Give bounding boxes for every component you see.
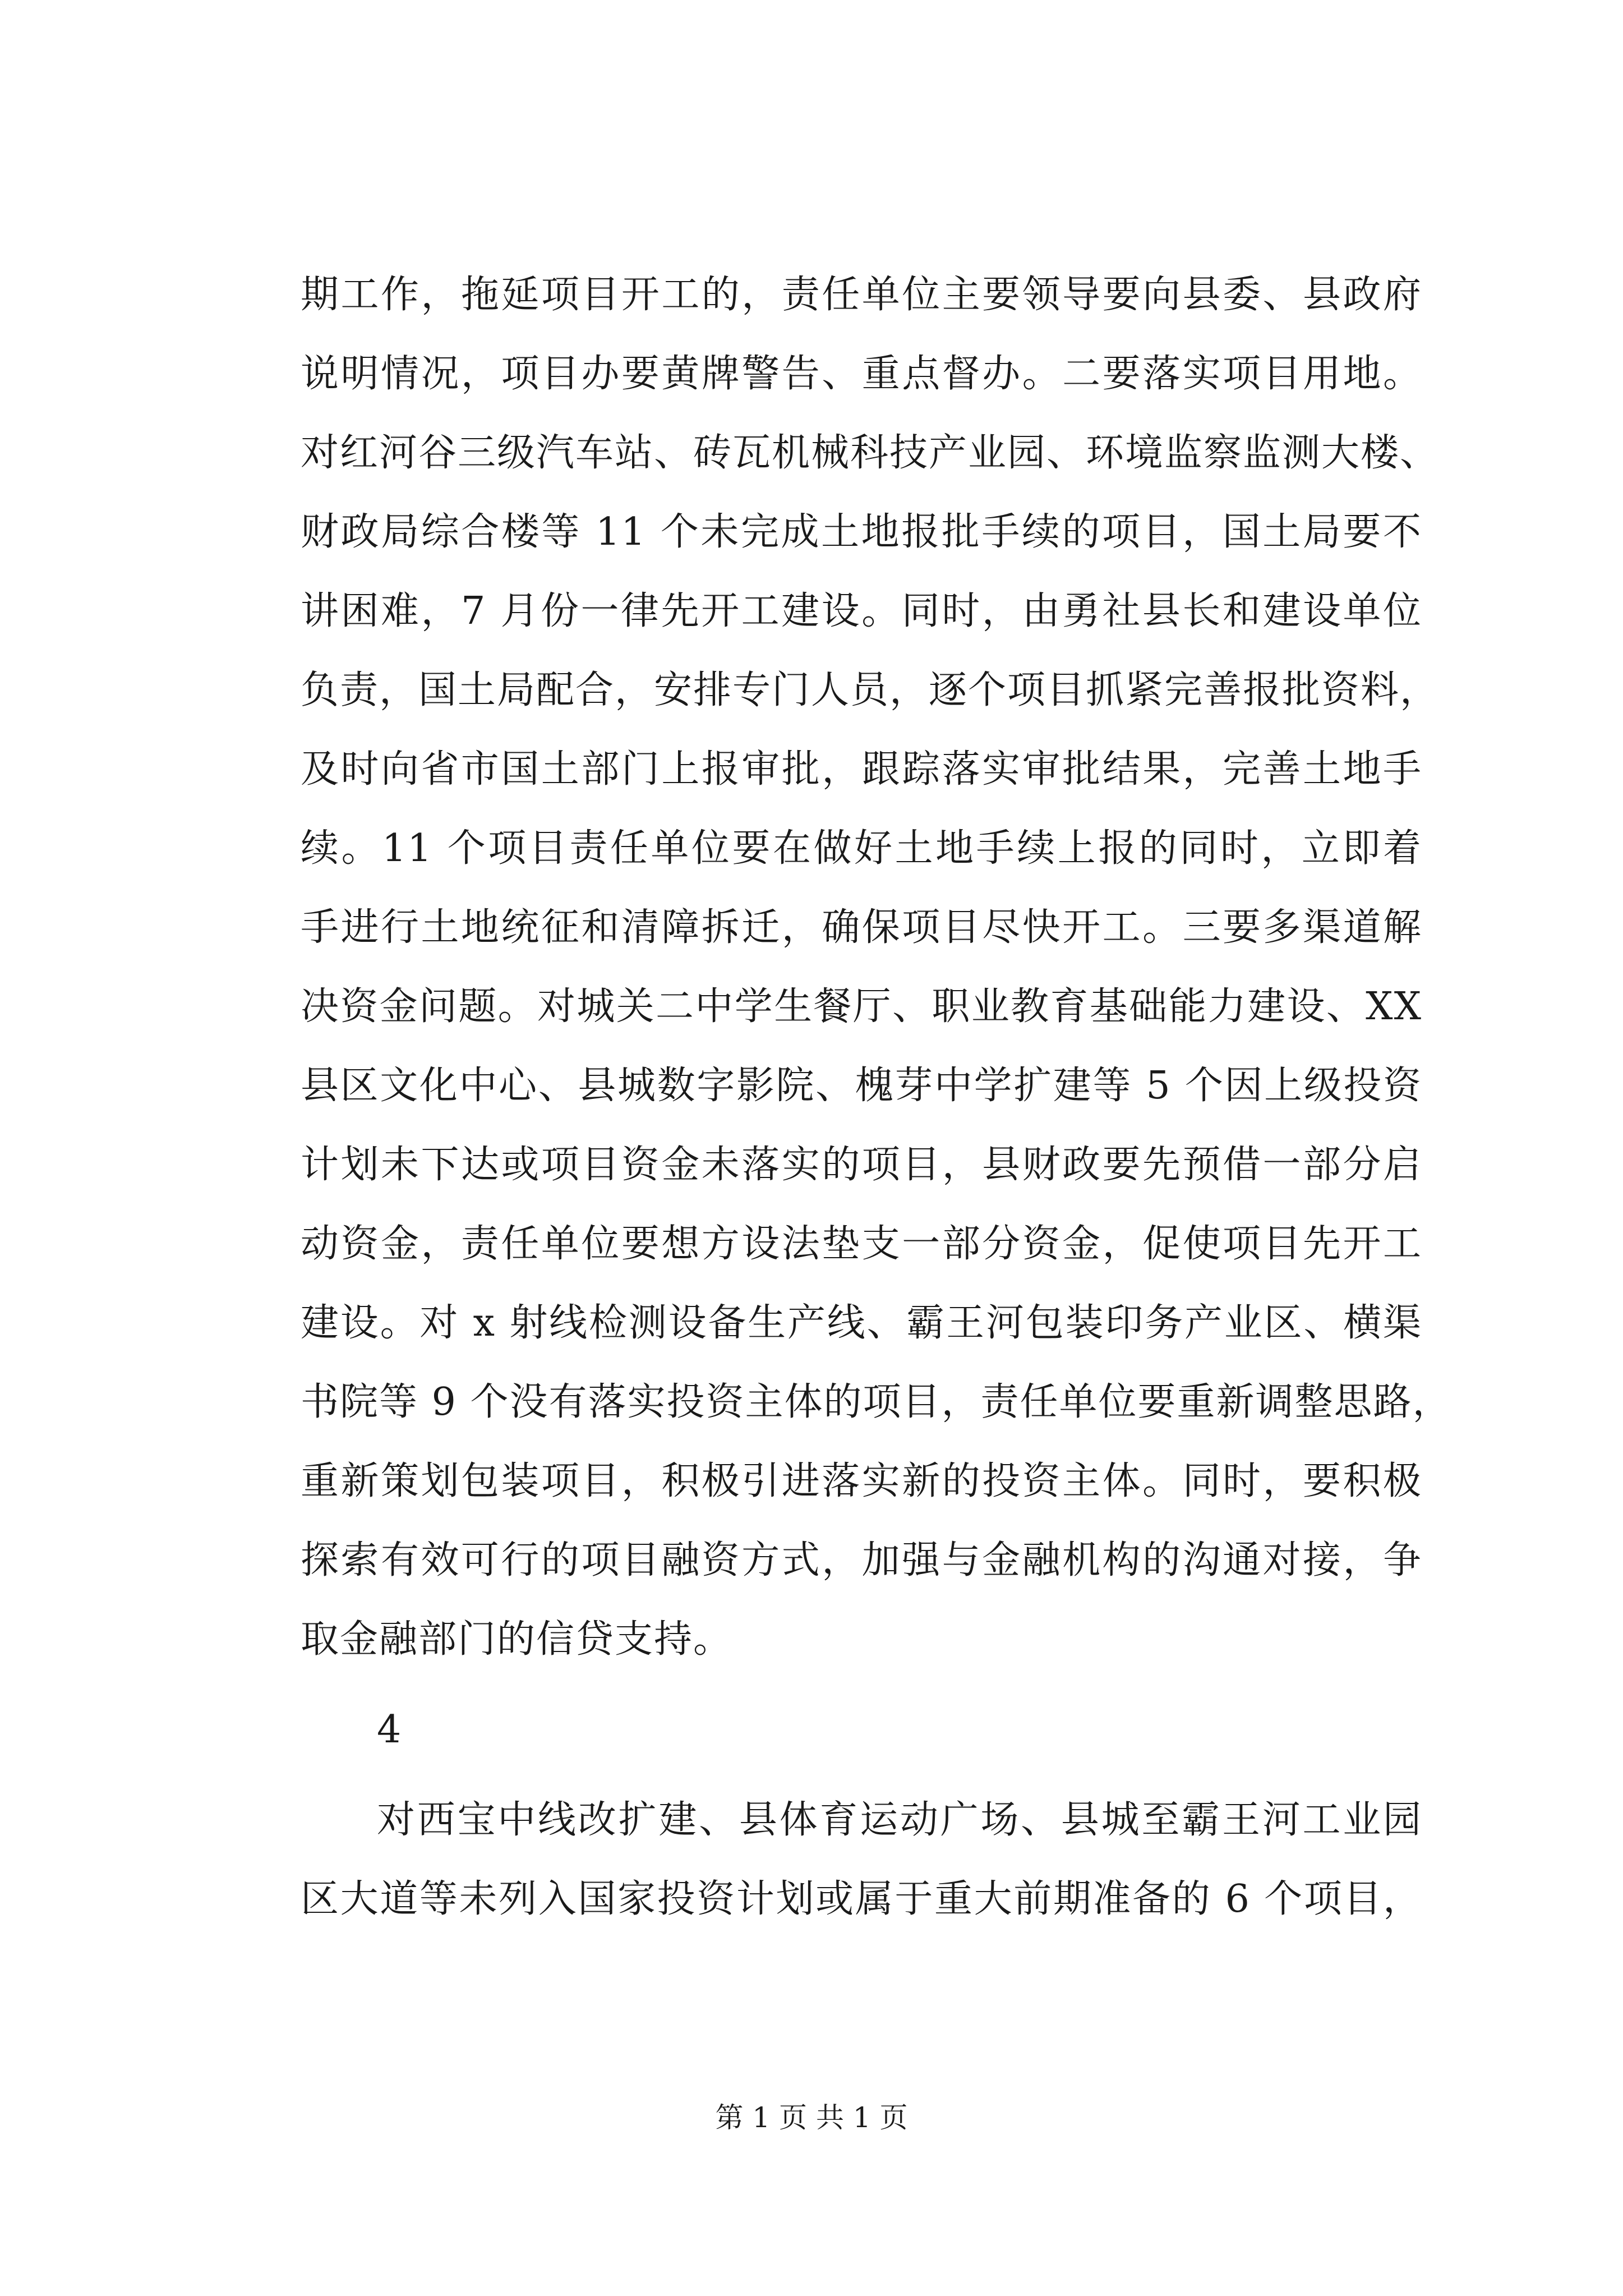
body-line: 手进行土地统征和清障拆迁，确保项目尽快开工。三要多渠道解 <box>301 905 1422 950</box>
body-line: 取金融部门的信贷支持。 <box>301 1617 733 1662</box>
page-footer: 第 1 页 共 1 页 <box>715 2101 908 2134</box>
body-line: 对西宝中线改扩建、县体育运动广场、县城至霸王河工业园 <box>377 1798 1422 1842</box>
body-line: 对红河谷三级汽车站、砖瓦机械科技产业园、环境监察监测大楼、 <box>301 431 1440 475</box>
body-line: 负责，国土局配合，安排专门人员，逐个项目抓紧完善报批资料， <box>301 668 1440 712</box>
body-line: 期工作，拖延项目开工的，责任单位主要领导要向县委、县政府 <box>301 273 1422 317</box>
document-body <box>301 255 1452 1939</box>
body-line: 区大道等未列入国家投资计划或属于重大前期准备的 6 个项目， <box>301 1877 1422 1921</box>
body-line: 及时向省市国土部门上报审批，跟踪落实审批结果，完善土地手 <box>301 747 1422 792</box>
body-line: 财政局综合楼等 11 个未完成土地报批手续的项目，国土局要不 <box>301 510 1422 554</box>
body-line: 续。11 个项目责任单位要在做好土地手续上报的同时，立即着 <box>301 826 1422 871</box>
body-line: 说明情况，项目办要黄牌警告、重点督办。二要落实项目用地。 <box>301 352 1422 396</box>
body-line: 讲困难，7 月份一律先开工建设。同时，由勇社县长和建设单位 <box>301 589 1422 633</box>
body-line: 探索有效可行的项目融资方式，加强与金融机构的沟通对接，争 <box>301 1538 1422 1582</box>
body-line: 计划未下达或项目资金未落实的项目，县财政要先预借一部分启 <box>301 1143 1422 1187</box>
body-line: 县区文化中心、县城数字影院、槐芽中学扩建等 5 个因上级投资 <box>301 1064 1422 1108</box>
body-line: 建设。对 x 射线检测设备生产线、霸王河包装印务产业区、横渠 <box>301 1301 1422 1345</box>
page-marker: 4 <box>377 1708 403 1752</box>
body-line: 决资金问题。对城关二中学生餐厅、职业教育基础能力建设、XX <box>301 984 1422 1029</box>
paragraph-spacer <box>301 1679 1422 1690</box>
body-line: 重新策划包装项目，积极引进落实新的投资主体。同时，要积极 <box>301 1459 1422 1503</box>
paragraph-spacer <box>301 1769 1422 1780</box>
body-line: 书院等 9 个没有落实投资主体的项目，责任单位要重新调整思路， <box>301 1380 1452 1424</box>
body-line: 动资金，责任单位要想方设法垫支一部分资金，促使项目先开工 <box>301 1222 1422 1266</box>
